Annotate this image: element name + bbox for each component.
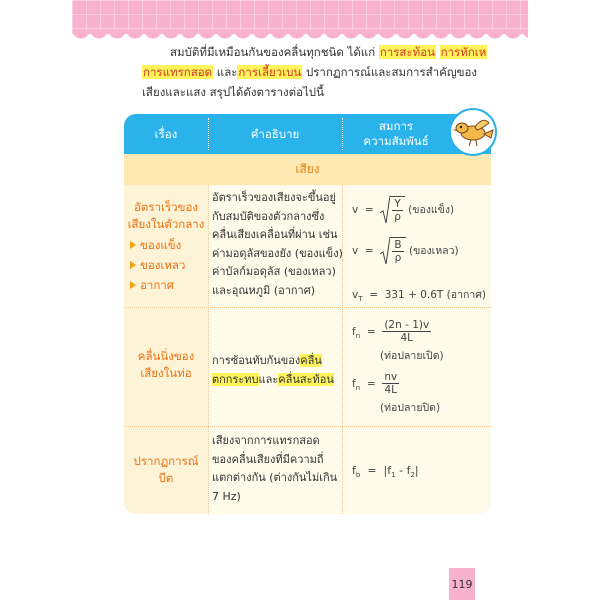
description-standing-wave: การซ้อนทับกันของคลื่น ตกกระทบและคลื่นสะท้อน (212, 354, 334, 386)
intro-line-1: สมบัติที่มีเหมือนกันของคลื่นทุกชนิด ได้แก่ การสะท้อน การหักเห (170, 45, 487, 59)
highlight-reflected-wave: คลื่นสะท้อน (278, 372, 334, 386)
list-item: อากาศ (130, 275, 208, 295)
decorative-top-band (72, 0, 528, 34)
topic-standing-wave: คลื่นนิ่งของ เสียงในท่อ (124, 308, 208, 426)
bird-mascot-icon (449, 108, 497, 156)
header-divider (208, 118, 209, 150)
header-equation: สมการ ความสัมพันธ์ (363, 119, 429, 148)
column-divider (208, 185, 209, 514)
highlight-refraction: การหักเห (440, 45, 487, 59)
highlight-incident: ตกกระทบ (212, 372, 259, 386)
table-header (124, 114, 491, 154)
highlight-wave: คลื่น (300, 354, 322, 367)
description-beats: เสียงจากการแทรกสอด ของคลื่นเสียงที่มีความถี่ แตกต่างกัน (ต่างกันไม่เกิน 7 Hz) (212, 434, 338, 503)
equation-closed-pipe: $f_n$ = $\frac{nv}{4L}$ (ท่อปลายปิด) (352, 371, 441, 414)
intro-line-2: การแทรกสอด และการเลี้ยวเบน ปรากฏการณ์และสมการสำคัญของ (143, 65, 478, 79)
equation-open-pipe: $f_n$ = $\frac{(2n - 1)v}{4L}$ (ท่อปลายเปิด) (352, 319, 444, 362)
highlight-reflection: การสะท้อน (379, 45, 435, 59)
list-item: ของแข็ง (130, 235, 208, 255)
list-item: ของเหลว (130, 255, 208, 275)
equation-beat-frequency: $f_b = |f_1 - f_2|$ (352, 464, 419, 480)
triangle-bullet-icon (130, 241, 136, 249)
description-sound-speed: อัตราเร็วของเสียงจะขึ้นอยู่ กับสมบัติของตัวกลางซึ่ง คลื่นเสียงเคลื่อนที่ผ่าน เช่น ค่ามอดุลัสของยัง (ของแข็ง) ค่าบัลก์มอดุลัส (ของเหลว) และอุณหภูมิ (อากาศ) (212, 191, 343, 297)
equation-air: $v_T = 331 + 0.6T$ (อากาศ) (352, 289, 486, 304)
triangle-bullet-icon (130, 281, 136, 289)
intro-paragraph (142, 42, 487, 102)
medium-bullet-list (124, 235, 208, 295)
square-root-icon: $\frac{Y}{\rho}$ (380, 196, 404, 224)
highlight-interference: การแทรกสอด (143, 65, 213, 79)
highlight-diffraction: การเลี้ยวเบน (238, 65, 302, 79)
page-number: 119 (449, 568, 475, 600)
equation-liquid: v = $\frac{B}{\rho}$ (ของเหลว) (352, 239, 459, 264)
intro-line-3: เสียงและแสง สรุปได้ดังตารางต่อไปนี้ (142, 85, 324, 99)
column-divider (342, 185, 343, 514)
square-root-icon: $\frac{B}{\rho}$ (380, 237, 405, 265)
triangle-bullet-icon (130, 261, 136, 269)
topic-sound-speed: อัตราเร็วของ เสียงในตัวกลาง ของแข็ง ของเหลว อากาศ (124, 185, 208, 307)
summary-table (124, 114, 491, 514)
header-divider (342, 118, 343, 150)
topic-beats: ปรากฏการณ์ บีต (124, 427, 208, 514)
header-description: คำอธิบาย (250, 126, 300, 141)
decorative-scallop-edge (72, 30, 528, 40)
equation-solid: v = $\frac{Y}{\rho}$ (ของแข็ง) (352, 198, 455, 223)
header-topic: เรื่อง (154, 126, 178, 141)
section-sound-label: เสียง (124, 154, 491, 185)
